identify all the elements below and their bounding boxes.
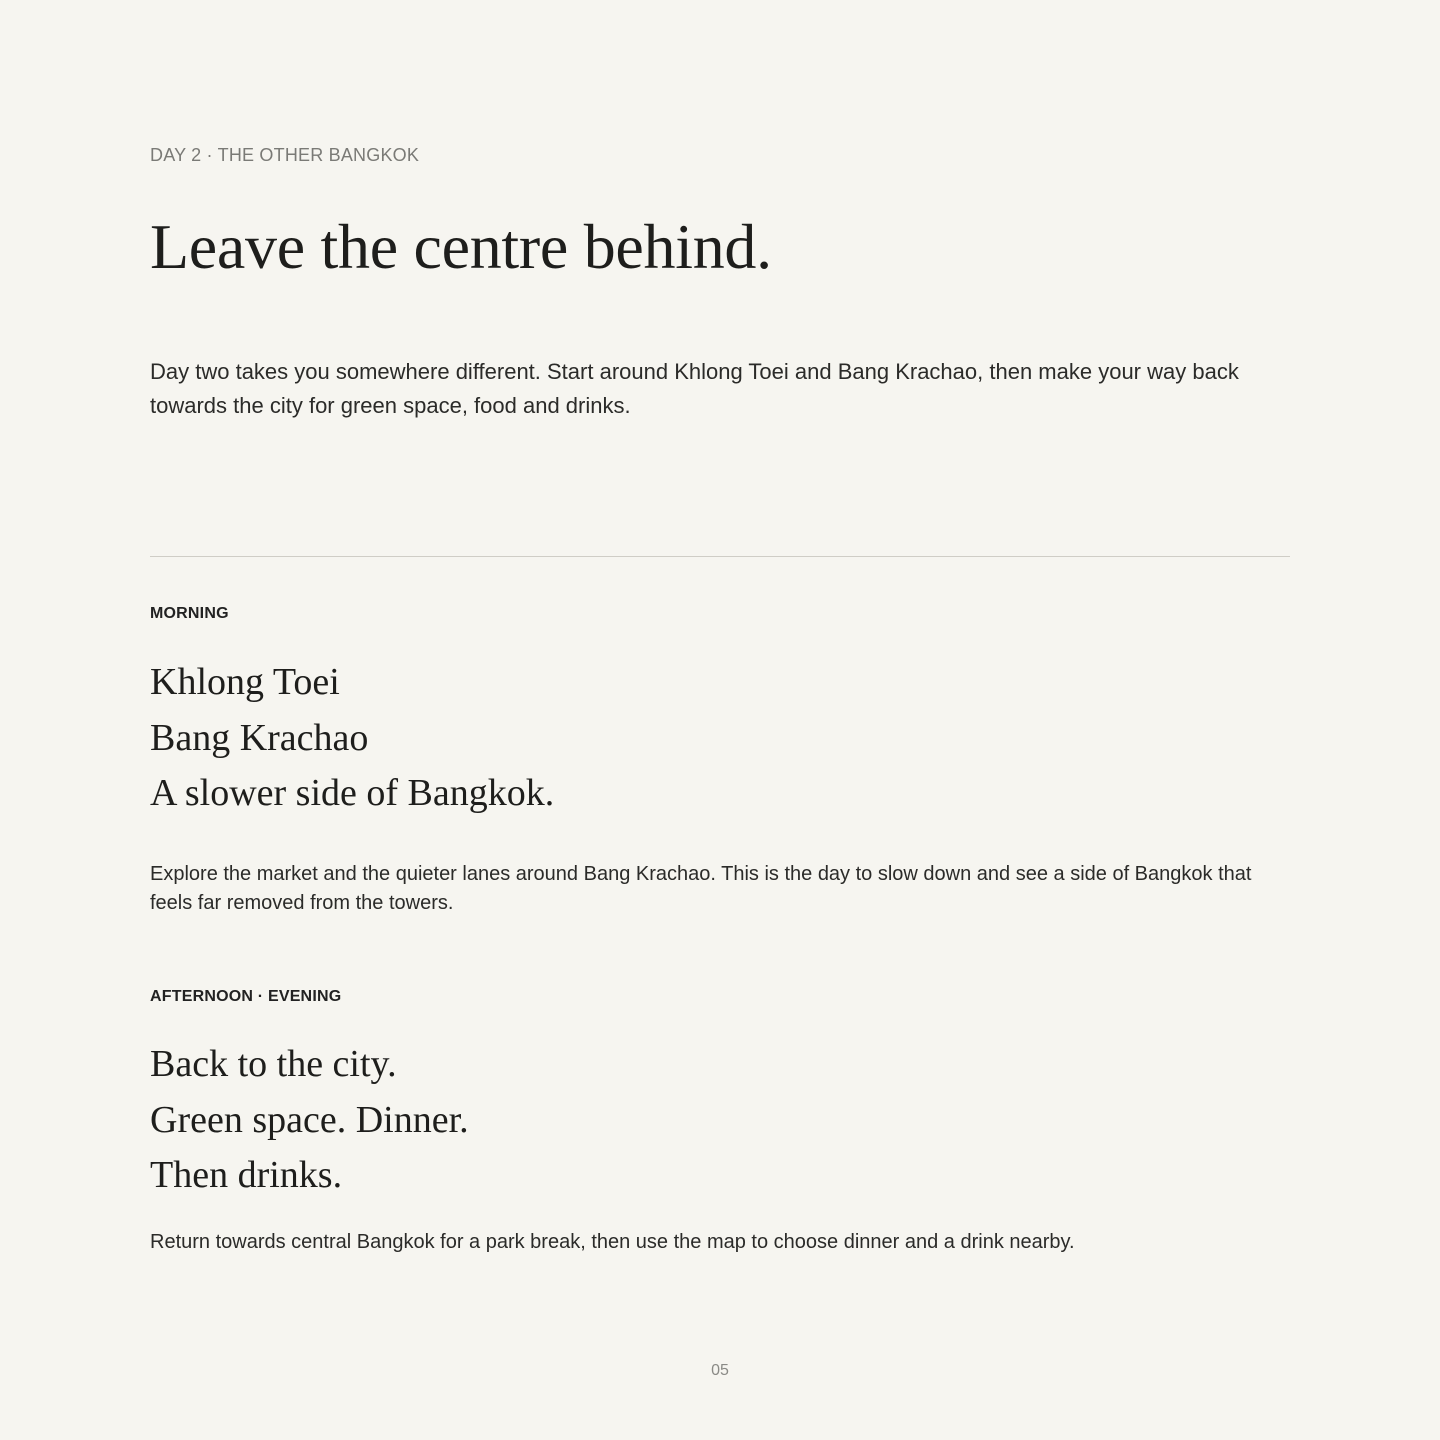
afternoon-body: Return towards central Bangkok for a park break, then use the map to choose dinner and a drink nearby. bbox=[150, 1231, 1075, 1253]
morning-headline-3: A slower side of Bangkok. bbox=[150, 772, 555, 814]
afternoon-headline-1: Back to the city. bbox=[150, 1043, 397, 1085]
eyebrow-label: DAY 2 · THE OTHER BANGKOK bbox=[150, 145, 420, 165]
morning-headline-1: Khlong Toei bbox=[150, 661, 340, 703]
morning-body: Explore the market and the quieter lanes around Bang Krachao. This is the day to slow down and see a side of Bangkok that feels far removed from the towers. bbox=[150, 863, 1252, 914]
page bbox=[150, 0, 1290, 1440]
intro-paragraph: Day two takes you somewhere different. Start around Khlong Toei and Bang Krachao, then make your way back towards the city for green space, food and drinks. bbox=[150, 359, 1239, 418]
section-divider bbox=[150, 556, 1290, 557]
section-label-morning: MORNING bbox=[150, 605, 229, 622]
afternoon-headline-3: Then drinks. bbox=[150, 1154, 343, 1196]
page-title: Leave the centre behind. bbox=[150, 211, 772, 282]
section-label-afternoon-evening: AFTERNOON · EVENING bbox=[150, 988, 342, 1005]
afternoon-headlines bbox=[150, 1037, 469, 1204]
page-number: 05 bbox=[711, 1362, 729, 1379]
afternoon-headline-2: Green space. Dinner. bbox=[150, 1098, 469, 1141]
morning-headline-2: Bang Krachao bbox=[150, 716, 369, 759]
morning-headlines bbox=[150, 655, 554, 822]
